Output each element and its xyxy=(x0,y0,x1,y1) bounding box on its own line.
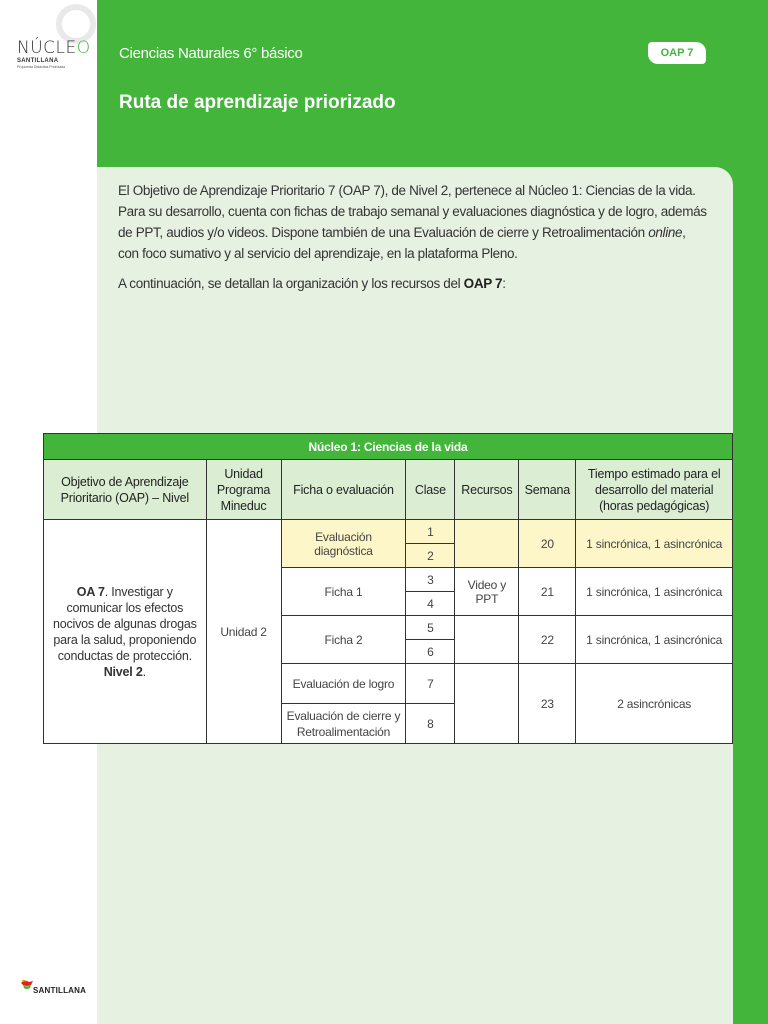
logo-brand: SANTILLANA xyxy=(17,58,59,64)
intro-paragraph-2: A continuación, se detallan la organización y los recursos del OAP 7: xyxy=(118,276,506,291)
tiempo-cell: 1 sincrónica, 1 asincrónica xyxy=(576,520,733,568)
recursos-cell xyxy=(455,520,519,568)
right-green-bar xyxy=(733,0,768,1024)
clase-cell: 5 xyxy=(406,616,455,640)
header-ficha: Ficha o evaluación xyxy=(281,460,406,520)
semana-cell: 20 xyxy=(519,520,576,568)
santillana-logo xyxy=(20,979,100,999)
clase-cell: 1 xyxy=(406,520,455,544)
tiempo-cell: 2 asincrónicas xyxy=(576,664,733,744)
semana-cell: 22 xyxy=(519,616,576,664)
header-semana: Semana xyxy=(519,460,576,520)
ficha-eval-logro: Evaluación de logro xyxy=(281,664,406,704)
page-title: Ruta de aprendizaje priorizado xyxy=(119,92,396,113)
table-row xyxy=(44,520,733,544)
header-unidad: Unidad Programa Mineduc xyxy=(206,460,281,520)
header-tiempo: Tiempo estimado para el desarrollo del material (horas pedagógicas) xyxy=(576,460,733,520)
oa-description: OA 7. Investigar y comunicar los efectos nocivos de algunas drogas para la salud, proponiendo conductas de protección. Nivel 2. xyxy=(44,520,207,744)
intro-text xyxy=(118,180,708,303)
ficha-2: Ficha 2 xyxy=(281,616,406,664)
ficha-1: Ficha 1 xyxy=(281,568,406,616)
header-oap: Objetivo de Aprendizaje Prioritario (OAP) – Nivel xyxy=(44,460,207,520)
recursos-cell: Video y PPT xyxy=(455,568,519,616)
santillana-wordmark: SANTILLANA xyxy=(33,986,87,995)
clase-cell: 8 xyxy=(406,704,455,744)
recursos-cell xyxy=(455,664,519,744)
intro-paragraph-1: El Objetivo de Aprendizaje Prioritario 7 (OAP 7), de Nivel 2, pertenece al Núcleo 1: Ciencias de la vida. Para su desarrollo, cuenta con fichas de trabajo semanal y evaluaciones diagnóstica y de logro, además de PPT, audios y/o videos. Dispone también de una Evaluación de cierre y Retroalimentación online, con foco sumativo y al servicio del aprendizaje, en la plataforma Pleno. xyxy=(118,183,707,261)
nucleo-title: Núcleo 1: Ciencias de la vida xyxy=(44,434,733,460)
clase-cell: 3 xyxy=(406,568,455,592)
oap-table xyxy=(43,433,733,744)
tiempo-cell: 1 sincrónica, 1 asincrónica xyxy=(576,568,733,616)
clase-cell: 2 xyxy=(406,544,455,568)
tiempo-cell: 1 sincrónica, 1 asincrónica xyxy=(576,616,733,664)
oap-badge: OAP 7 xyxy=(648,42,706,64)
ficha-eval-cierre: Evaluación de cierre y Retroalimentación xyxy=(281,704,406,744)
santillana-flag-icon xyxy=(20,979,34,991)
clase-cell: 4 xyxy=(406,592,455,616)
header-clase: Clase xyxy=(406,460,455,520)
logo-tagline: Propuesta Didáctica Priorizada xyxy=(17,65,66,69)
unidad-cell: Unidad 2 xyxy=(206,520,281,744)
semana-cell: 23 xyxy=(519,664,576,744)
clase-cell: 6 xyxy=(406,640,455,664)
clase-cell: 7 xyxy=(406,664,455,704)
subject-label: Ciencias Naturales 6° básico xyxy=(119,45,303,62)
recursos-cell xyxy=(455,616,519,664)
nucleo-logo: NÚCLEO xyxy=(17,38,91,58)
ficha-eval-diagnostica: Evaluación diagnóstica xyxy=(281,520,406,568)
semana-cell: 21 xyxy=(519,568,576,616)
header-recursos: Recursos xyxy=(455,460,519,520)
